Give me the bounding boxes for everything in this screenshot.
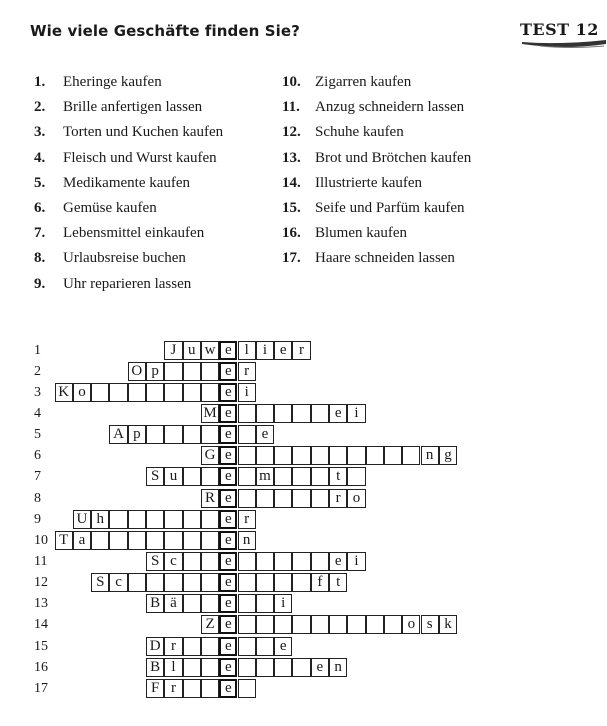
- grid-cell[interactable]: [311, 467, 329, 486]
- key-cell[interactable]: e: [219, 679, 237, 698]
- grid-cell[interactable]: [183, 679, 201, 698]
- grid-cell[interactable]: o: [402, 615, 420, 634]
- grid-cell[interactable]: e: [274, 341, 292, 360]
- clue-text: Lebensmittel einkaufen: [63, 225, 205, 242]
- grid-cell[interactable]: [164, 425, 182, 444]
- key-cell[interactable]: e: [219, 341, 237, 360]
- grid-cell[interactable]: [146, 425, 164, 444]
- grid-cell[interactable]: [201, 425, 219, 444]
- grid-cell[interactable]: [238, 404, 256, 423]
- grid-cell[interactable]: s: [421, 615, 439, 634]
- grid-cell[interactable]: [274, 615, 292, 634]
- grid-cell[interactable]: [329, 446, 347, 465]
- clue-number: 4.: [34, 149, 46, 166]
- grid-cell[interactable]: u: [183, 341, 201, 360]
- grid-cell[interactable]: e: [329, 404, 347, 423]
- grid-cell[interactable]: [384, 446, 402, 465]
- grid-cell[interactable]: [201, 637, 219, 656]
- grid-cell[interactable]: [238, 552, 256, 571]
- grid-cell[interactable]: [311, 446, 329, 465]
- row-number: 14: [34, 617, 48, 633]
- clue-number: 11.: [282, 99, 300, 116]
- grid-cell[interactable]: [183, 510, 201, 529]
- grid-cell[interactable]: m: [256, 467, 274, 486]
- grid-cell[interactable]: [183, 531, 201, 550]
- grid-cell[interactable]: p: [128, 425, 146, 444]
- clue-number: 15.: [282, 199, 301, 216]
- grid-cell[interactable]: [201, 594, 219, 613]
- grid-cell[interactable]: c: [109, 573, 127, 592]
- grid-cell[interactable]: [109, 383, 127, 402]
- grid-cell[interactable]: [274, 446, 292, 465]
- key-cell[interactable]: e: [219, 489, 237, 508]
- grid-cell[interactable]: [292, 658, 310, 677]
- clue-text: Medikamente kaufen: [63, 174, 191, 191]
- grid-cell[interactable]: a: [73, 531, 91, 550]
- row-number: 6: [34, 448, 41, 464]
- grid-cell[interactable]: [274, 467, 292, 486]
- grid-cell[interactable]: [311, 404, 329, 423]
- grid-cell[interactable]: w: [201, 341, 219, 360]
- grid-cell[interactable]: [256, 594, 274, 613]
- grid-cell[interactable]: [201, 531, 219, 550]
- grid-cell[interactable]: Z: [201, 615, 219, 634]
- row-number: 10: [34, 532, 48, 548]
- grid-cell[interactable]: O: [128, 362, 146, 381]
- page-title: Wie viele Geschäfte finden Sie?: [30, 22, 300, 40]
- key-cell[interactable]: e: [219, 531, 237, 550]
- grid-cell[interactable]: [109, 510, 127, 529]
- grid-cell[interactable]: i: [347, 552, 365, 571]
- row-number: 13: [34, 596, 48, 612]
- row-number: 11: [34, 554, 48, 569]
- grid-cell[interactable]: [183, 594, 201, 613]
- row-number: 2: [34, 363, 41, 379]
- grid-cell[interactable]: [366, 446, 384, 465]
- grid-cell[interactable]: [292, 615, 310, 634]
- key-cell[interactable]: e: [219, 615, 237, 634]
- grid-cell[interactable]: [274, 573, 292, 592]
- grid-cell[interactable]: G: [201, 446, 219, 465]
- key-cell[interactable]: e: [219, 383, 237, 402]
- grid-cell[interactable]: e: [256, 425, 274, 444]
- key-cell[interactable]: e: [219, 658, 237, 677]
- row-number: 1: [34, 342, 41, 358]
- grid-cell[interactable]: R: [201, 489, 219, 508]
- grid-cell[interactable]: t: [329, 467, 347, 486]
- grid-cell[interactable]: [347, 467, 365, 486]
- clue-number: 8.: [34, 250, 46, 267]
- key-cell[interactable]: e: [219, 573, 237, 592]
- grid-cell[interactable]: [292, 489, 310, 508]
- grid-cell[interactable]: [91, 531, 109, 550]
- clue-number: 1.: [34, 74, 46, 90]
- grid-cell[interactable]: o: [73, 383, 91, 402]
- grid-cell[interactable]: k: [439, 615, 457, 634]
- clue-text: Blumen kaufen: [315, 225, 408, 242]
- grid-cell[interactable]: ä: [164, 594, 182, 613]
- clue-text: Zigarren kaufen: [315, 74, 412, 90]
- grid-cell[interactable]: [402, 446, 420, 465]
- row-number: 7: [34, 469, 41, 485]
- clue-text: Torten und Kuchen kaufen: [63, 124, 224, 141]
- clue-number: 3.: [34, 124, 46, 141]
- grid-cell[interactable]: [274, 489, 292, 508]
- grid-cell[interactable]: n: [329, 658, 347, 677]
- grid-cell[interactable]: [164, 531, 182, 550]
- grid-cell[interactable]: [183, 467, 201, 486]
- grid-cell[interactable]: [238, 658, 256, 677]
- clue-number: 10.: [282, 74, 301, 90]
- grid-cell[interactable]: [347, 615, 365, 634]
- clue-text: Gemüse kaufen: [63, 199, 157, 216]
- grid-cell[interactable]: e: [311, 658, 329, 677]
- row-number: 5: [34, 427, 41, 443]
- grid-cell[interactable]: n: [421, 446, 439, 465]
- row-number: 16: [34, 659, 48, 675]
- clue-number: 6.: [34, 199, 46, 216]
- grid-cell[interactable]: [183, 552, 201, 571]
- clue-text: Illustrierte kaufen: [315, 174, 423, 191]
- grid-cell[interactable]: [384, 615, 402, 634]
- grid-cell[interactable]: [183, 362, 201, 381]
- grid-cell[interactable]: c: [164, 552, 182, 571]
- grid-cell[interactable]: B: [146, 658, 164, 677]
- grid-cell[interactable]: e: [274, 637, 292, 656]
- clue-number: 5.: [34, 174, 46, 191]
- grid-cell[interactable]: [201, 383, 219, 402]
- grid-cell[interactable]: [292, 573, 310, 592]
- grid-cell[interactable]: [311, 615, 329, 634]
- grid-cell[interactable]: [91, 383, 109, 402]
- grid-cell[interactable]: [274, 658, 292, 677]
- grid-cell[interactable]: [329, 615, 347, 634]
- row-number: 4: [34, 405, 41, 421]
- grid-cell[interactable]: n: [238, 531, 256, 550]
- grid-cell[interactable]: f: [311, 573, 329, 592]
- grid-cell[interactable]: [256, 446, 274, 465]
- grid-cell[interactable]: [164, 362, 182, 381]
- grid-cell[interactable]: [238, 467, 256, 486]
- grid-cell[interactable]: S: [91, 573, 109, 592]
- grid-cell[interactable]: [128, 531, 146, 550]
- grid-cell[interactable]: [274, 552, 292, 571]
- key-cell[interactable]: e: [219, 425, 237, 444]
- grid-cell[interactable]: [256, 637, 274, 656]
- grid-cell[interactable]: [183, 383, 201, 402]
- grid-cell[interactable]: [183, 573, 201, 592]
- key-cell[interactable]: e: [219, 467, 237, 486]
- grid-cell[interactable]: J: [164, 341, 182, 360]
- grid-cell[interactable]: [256, 658, 274, 677]
- grid-cell[interactable]: [146, 383, 164, 402]
- grid-cell[interactable]: [292, 552, 310, 571]
- grid-cell[interactable]: [274, 404, 292, 423]
- grid-cell[interactable]: S: [146, 467, 164, 486]
- key-cell[interactable]: e: [219, 637, 237, 656]
- grid-cell[interactable]: i: [274, 594, 292, 613]
- grid-cell[interactable]: [256, 404, 274, 423]
- clue-text: Fleisch und Wurst kaufen: [63, 149, 217, 166]
- grid-cell[interactable]: [201, 552, 219, 571]
- grid-cell[interactable]: i: [256, 341, 274, 360]
- grid-cell[interactable]: [292, 446, 310, 465]
- grid-cell[interactable]: u: [164, 467, 182, 486]
- key-cell[interactable]: e: [219, 404, 237, 423]
- clue-text: Eheringe kaufen: [63, 74, 162, 90]
- grid-cell[interactable]: [256, 552, 274, 571]
- clue-text: Schuhe kaufen: [315, 124, 404, 141]
- key-cell[interactable]: e: [219, 446, 237, 465]
- grid-cell[interactable]: [183, 425, 201, 444]
- grid-cell[interactable]: [183, 637, 201, 656]
- row-number: 3: [34, 384, 41, 400]
- grid-cell[interactable]: [146, 573, 164, 592]
- grid-cell[interactable]: [109, 531, 127, 550]
- grid-cell[interactable]: [201, 573, 219, 592]
- clue-number: 17.: [282, 250, 301, 267]
- grid-cell[interactable]: [311, 552, 329, 571]
- grid-cell[interactable]: [238, 446, 256, 465]
- grid-cell[interactable]: [164, 573, 182, 592]
- clue-text: Anzug schneidern lassen: [315, 99, 465, 116]
- clue-text: Seife und Parfüm kaufen: [315, 199, 465, 216]
- clue-number: 2.: [34, 99, 46, 116]
- grid-cell[interactable]: i: [347, 404, 365, 423]
- grid-cell[interactable]: [164, 510, 182, 529]
- grid-cell[interactable]: S: [146, 552, 164, 571]
- grid-cell[interactable]: g: [439, 446, 457, 465]
- clue-number: 7.: [34, 225, 46, 242]
- grid-cell[interactable]: [311, 489, 329, 508]
- row-number: 17: [34, 680, 48, 696]
- grid-cell[interactable]: t: [329, 573, 347, 592]
- grid-cell[interactable]: [201, 658, 219, 677]
- clue-text: Urlaubsreise buchen: [63, 250, 186, 267]
- grid-cell[interactable]: U: [73, 510, 91, 529]
- grid-cell[interactable]: [238, 679, 256, 698]
- grid-cell[interactable]: r: [238, 362, 256, 381]
- grid-cell[interactable]: [292, 467, 310, 486]
- grid-cell[interactable]: r: [292, 341, 310, 360]
- key-cell[interactable]: e: [219, 594, 237, 613]
- grid-cell[interactable]: r: [164, 637, 182, 656]
- grid-cell[interactable]: o: [347, 489, 365, 508]
- grid-cell[interactable]: [201, 467, 219, 486]
- grid-cell[interactable]: [146, 531, 164, 550]
- clue-text: Brot und Brötchen kaufen: [315, 149, 472, 166]
- grid-cell[interactable]: r: [164, 679, 182, 698]
- row-number: 9: [34, 511, 41, 527]
- clue-number: 16.: [282, 225, 301, 242]
- grid-cell[interactable]: [347, 446, 365, 465]
- clue-text: Brille anfertigen lassen: [63, 99, 203, 116]
- grid-cell[interactable]: [238, 573, 256, 592]
- clue-text: Uhr reparieren lassen: [63, 275, 192, 292]
- grid-cell[interactable]: [256, 615, 274, 634]
- grid-cell[interactable]: r: [329, 489, 347, 508]
- key-cell[interactable]: e: [219, 362, 237, 381]
- grid-cell[interactable]: [201, 510, 219, 529]
- grid-cell[interactable]: [238, 594, 256, 613]
- grid-cell[interactable]: i: [238, 383, 256, 402]
- grid-cell[interactable]: [128, 383, 146, 402]
- grid-cell[interactable]: [201, 679, 219, 698]
- grid-cell[interactable]: M: [201, 404, 219, 423]
- grid-cell[interactable]: [292, 404, 310, 423]
- row-number: 15: [34, 638, 48, 654]
- grid-cell[interactable]: [183, 658, 201, 677]
- clue-number: 9.: [34, 275, 46, 292]
- test-label: TEST 12: [520, 20, 599, 39]
- grid-cell[interactable]: p: [146, 362, 164, 381]
- grid-cell[interactable]: [238, 615, 256, 634]
- clue-number: 12.: [282, 124, 301, 141]
- clue-number: 13.: [282, 149, 301, 166]
- grid-cell[interactable]: F: [146, 679, 164, 698]
- grid-cell[interactable]: l: [164, 658, 182, 677]
- grid-cell[interactable]: [128, 510, 146, 529]
- grid-cell[interactable]: [128, 573, 146, 592]
- grid-cell[interactable]: h: [91, 510, 109, 529]
- grid-cell[interactable]: T: [55, 531, 73, 550]
- grid-cell[interactable]: l: [238, 341, 256, 360]
- grid-cell[interactable]: [146, 510, 164, 529]
- grid-cell[interactable]: [201, 362, 219, 381]
- grid-cell[interactable]: [256, 573, 274, 592]
- clue-number: 14.: [282, 174, 301, 191]
- grid-cell[interactable]: [238, 425, 256, 444]
- key-cell[interactable]: e: [219, 552, 237, 571]
- grid-cell[interactable]: K: [55, 383, 73, 402]
- grid-cell[interactable]: B: [146, 594, 164, 613]
- key-cell[interactable]: e: [219, 510, 237, 529]
- row-number: 12: [34, 575, 48, 591]
- grid-cell[interactable]: A: [109, 425, 127, 444]
- grid-cell[interactable]: [238, 489, 256, 508]
- clue-text: Haare schneiden lassen: [315, 250, 455, 267]
- row-number: 8: [34, 490, 41, 506]
- grid-cell[interactable]: [366, 615, 384, 634]
- grid-cell[interactable]: e: [329, 552, 347, 571]
- grid-cell[interactable]: D: [146, 637, 164, 656]
- grid-cell[interactable]: [238, 637, 256, 656]
- grid-cell[interactable]: [164, 383, 182, 402]
- grid-cell[interactable]: [256, 489, 274, 508]
- grid-cell[interactable]: r: [238, 510, 256, 529]
